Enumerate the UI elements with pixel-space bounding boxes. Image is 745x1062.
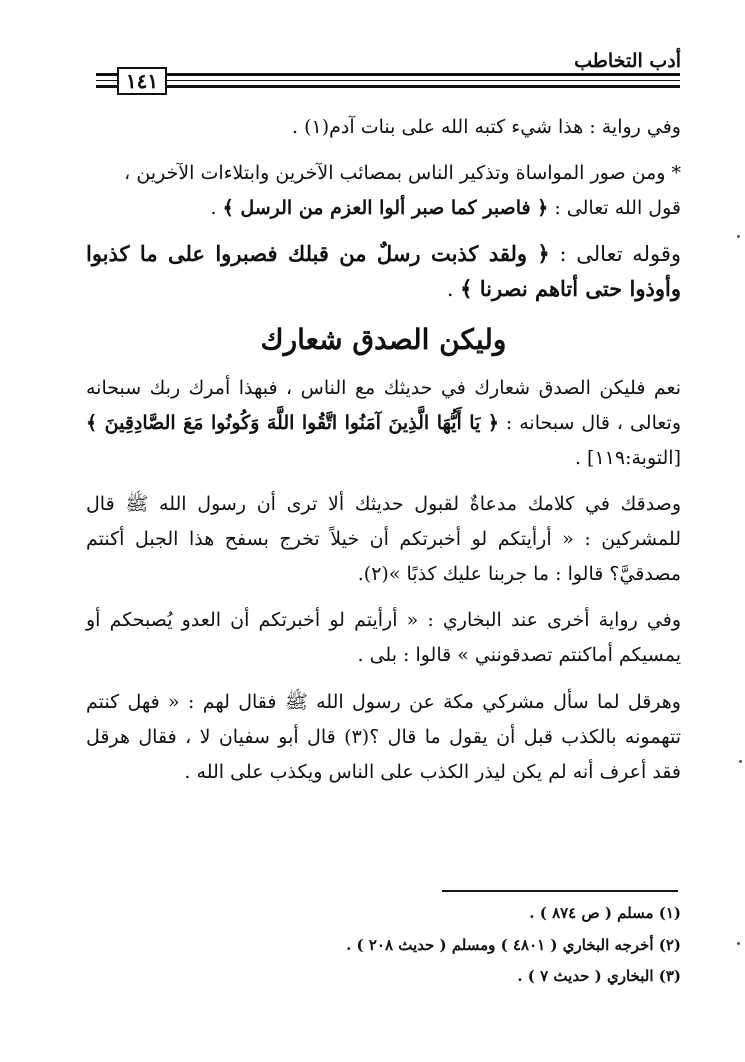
paragraph-4-lead: وقوله تعالى :	[549, 242, 681, 267]
paragraph-4-end: .	[446, 277, 461, 302]
footnote-separator	[442, 890, 678, 892]
section-heading: وليكن الصدق شعارك	[260, 322, 507, 356]
header-rule-bottom	[96, 85, 680, 88]
paragraph-3-end: .	[210, 197, 223, 220]
paragraph-7: وفي رواية أخرى عند البخاري : « أرأيتم لو أخبرتكم أن العدو يُصبحكم أو يمسيكم أماكنتم تصدقونني » قالوا : بلى .	[86, 609, 681, 667]
scan-speck	[737, 235, 740, 238]
quran-quote-1: ﴿ فاصبر كما صبر ألوا العزم من الرسل ﴾	[222, 197, 549, 220]
scan-speck	[737, 942, 740, 945]
paragraph-5-lead: نعم فليكن الصدق شعارك في حديثك مع الناس ، فبهذا أمرك ربك سبحانه وتعالى ، قال سبحانه :	[86, 376, 681, 434]
paragraph-8: وهرقل لما سأل مشركي مكة عن رسول الله ﷺ فقال لهم : « فهل كنتم تتهمونه بالكذب قبل أن يقول ما قال ؟(٣) قال أبو سفيان لا ، فقال هرقل فقد أعرف أنه لم يكن ليذر الكذب على الناس ويكذب على الله .	[86, 690, 681, 783]
paragraph-2	[86, 156, 681, 191]
header-rule-middle	[96, 80, 680, 81]
footnote-2: (٢) أخرجه البخاري ( ٤٨٠١ ) ومسلم ( حديث ٢٠٨ ) .	[346, 935, 681, 954]
footnotes	[86, 898, 681, 993]
paragraph-4	[86, 237, 681, 306]
paragraph-5	[86, 371, 681, 476]
quran-quote-3: ﴿ يَا أَيُّهَا الَّذِينَ آمَنُوا اتَّقُوا اللَّهَ وَكُونُوا مَعَ الصَّادِقِينَ ﴾	[86, 411, 499, 434]
running-header-title: أدب التخاطب	[574, 50, 681, 72]
paragraph-6: وصدقك في كلامك مدعاةٌ لقبول حديثك ألا ترى أن رسول الله ﷺ قال للمشركين : « أرأيتكم لو أخبرتكم أن خيلاً تخرج بسفح هذا الجبل أكنتم مصدقيَّ؟ قالوا : ما جربنا عليك كذبًا »(٢).	[86, 492, 681, 586]
quran-reference: [التوبة:١١٩] .	[574, 446, 681, 469]
main-text	[86, 110, 681, 801]
page-number: ١٤١	[125, 69, 159, 93]
paragraph-1: وفي رواية : هذا شيء كتبه الله على بنات آدم(١) .	[292, 116, 681, 138]
paragraph-2-text: * ومن صور المواساة وتذكير الناس بمصائب الآخرين وابتلاءات الآخرين ،	[124, 162, 681, 185]
paragraph-3	[86, 191, 681, 226]
scan-speck	[739, 760, 742, 763]
paragraph-3-lead: قول الله تعالى :	[548, 197, 681, 220]
footnote-3: (٣) البخاري ( حديث ٧ ) .	[517, 967, 681, 985]
header-rule-top	[96, 73, 680, 76]
page-number-box	[117, 67, 167, 95]
quran-quote-2: ﴿ ولقد كذبت رسلٌ من قبلك فصبروا على ما كذبوا وأوذوا حتى أتاهم نصرنا ﴾	[86, 241, 681, 302]
footnote-1: (١) مسلم ( ص ٨٧٤ ) .	[529, 904, 681, 922]
